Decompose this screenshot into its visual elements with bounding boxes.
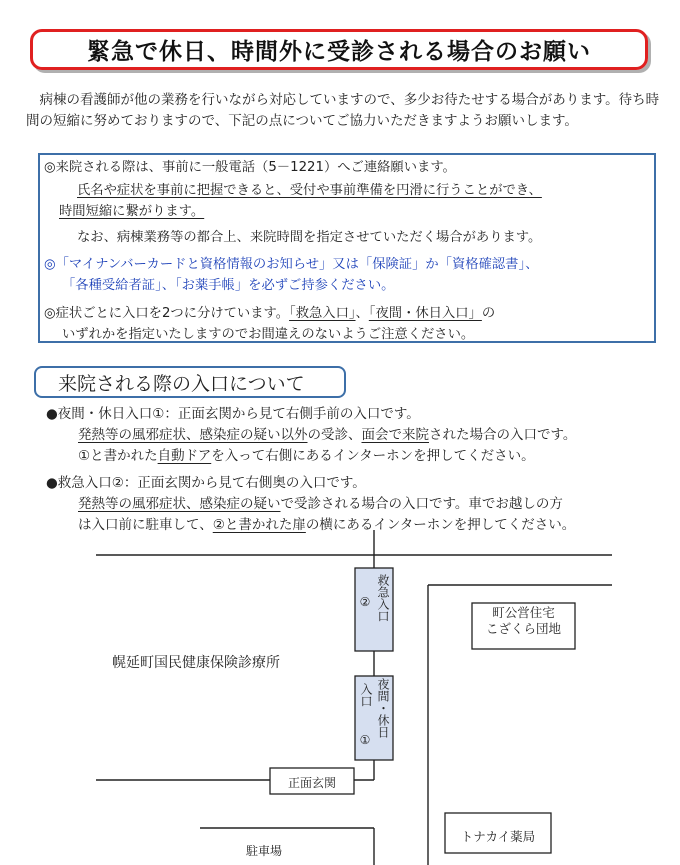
notice-entrances-prefix: ◎症状ごとに入口を2つに分けています。 (44, 306, 290, 321)
map-pharmacy-label: トナカイ薬局 (460, 829, 536, 844)
map-night-number: ① (359, 733, 371, 747)
notice-entrances-suffix: の (481, 306, 496, 321)
emerg-line2-b: ②と書かれた扉 (212, 517, 306, 533)
emerg-line2-a: は入口前に駐車して、 (78, 517, 213, 533)
page-title: 緊急で休日、時間外に受診される場合のお願い (30, 29, 648, 70)
notice-box (38, 153, 656, 343)
map-night-label-b: 夜間・休日 (376, 678, 390, 738)
map-night-label-a: 入口 (359, 683, 373, 707)
notice-entrances (44, 303, 495, 324)
map-housing-line1: 町公営住宅 (492, 605, 555, 620)
notice-documents: ◎「マイナンバーカードと資格情報のお知らせ」又は「保険証」か「資格確認書」、 (44, 257, 539, 272)
notice-night-entrance: 「夜間・休日入口」 (368, 306, 482, 321)
map-parking-label: 駐車場 (246, 844, 283, 858)
notice-emergency-entrance: 「救急入口」 (289, 306, 356, 321)
map-emergency-label: 救急入口 (376, 574, 390, 622)
map-housing-label (472, 605, 575, 637)
map-emergency-number: ② (359, 595, 371, 609)
notice-documents-cont: 「各種受給者証」、「お薬手帳」を必ずご持参ください。 (62, 278, 395, 293)
night-entrance-line1 (78, 425, 576, 446)
notice-benefit-cont: 時間短縮に繋がります。 (59, 204, 205, 219)
intro-paragraph: 病棟の看護師が他の業務を行いながら対応していますので、多少お待たせする場合があります。待ち時間の短縮に努めておりますので、下記の点についてご協力いただきますようお願いします。 (26, 92, 660, 129)
notice-entrances-cont: いずれかを指定いたしますのでお間違えのないようご注意ください。 (62, 327, 475, 342)
notice-sep: 、 (355, 306, 369, 321)
night-line1-a: 発熱等の風邪症状、感染症の疑い以外 (78, 427, 308, 443)
night-line2-b: 自動ドア (157, 448, 212, 464)
night-line2-c: を入って右側にあるインターホンを押してください。 (211, 448, 535, 464)
section-heading: 来院される際の入口について (34, 366, 346, 398)
night-line2-a: ①と書かれた (78, 448, 158, 464)
night-entrance-heading: ●夜間・休日入口①：正面玄関から見て右側手前の入口です。 (46, 406, 420, 422)
map-clinic-name: 幌延町国民健康保険診療所 (112, 655, 280, 671)
notice-benefit: 氏名や症状を事前に把握できると、受付や事前準備を円滑に行うことができ、 (77, 183, 542, 198)
night-line1-d: された場合の入口です。 (429, 427, 577, 443)
map-main-entrance-label: 正面玄関 (287, 776, 336, 790)
emerg-line1-a: 発熱等の風邪症状、感染症の疑い (78, 496, 281, 512)
emergency-entrance-line1 (78, 494, 563, 515)
notice-phone: ◎来院される際は、事前に一般電話（5－1221）へご連絡願います。 (44, 160, 456, 175)
night-line1-c: 面会で来院 (361, 427, 429, 443)
emerg-line1-b: で受診される場合の入口です。車でお越しの方 (280, 496, 563, 512)
map-housing-line2: こざくら団地 (485, 621, 561, 636)
emergency-entrance-heading: ●救急入口②：正面玄関から見て右側奥の入口です。 (46, 475, 366, 491)
notice-time-note: なお、病棟業務等の都合上、来院時間を指定させていただく場合があります。 (77, 230, 542, 245)
night-entrance-line2 (78, 446, 535, 467)
site-map (0, 530, 680, 865)
night-line1-b: の受診、 (307, 427, 362, 443)
emerg-line2-c: の横にあるインターホンを押してください。 (305, 517, 576, 533)
